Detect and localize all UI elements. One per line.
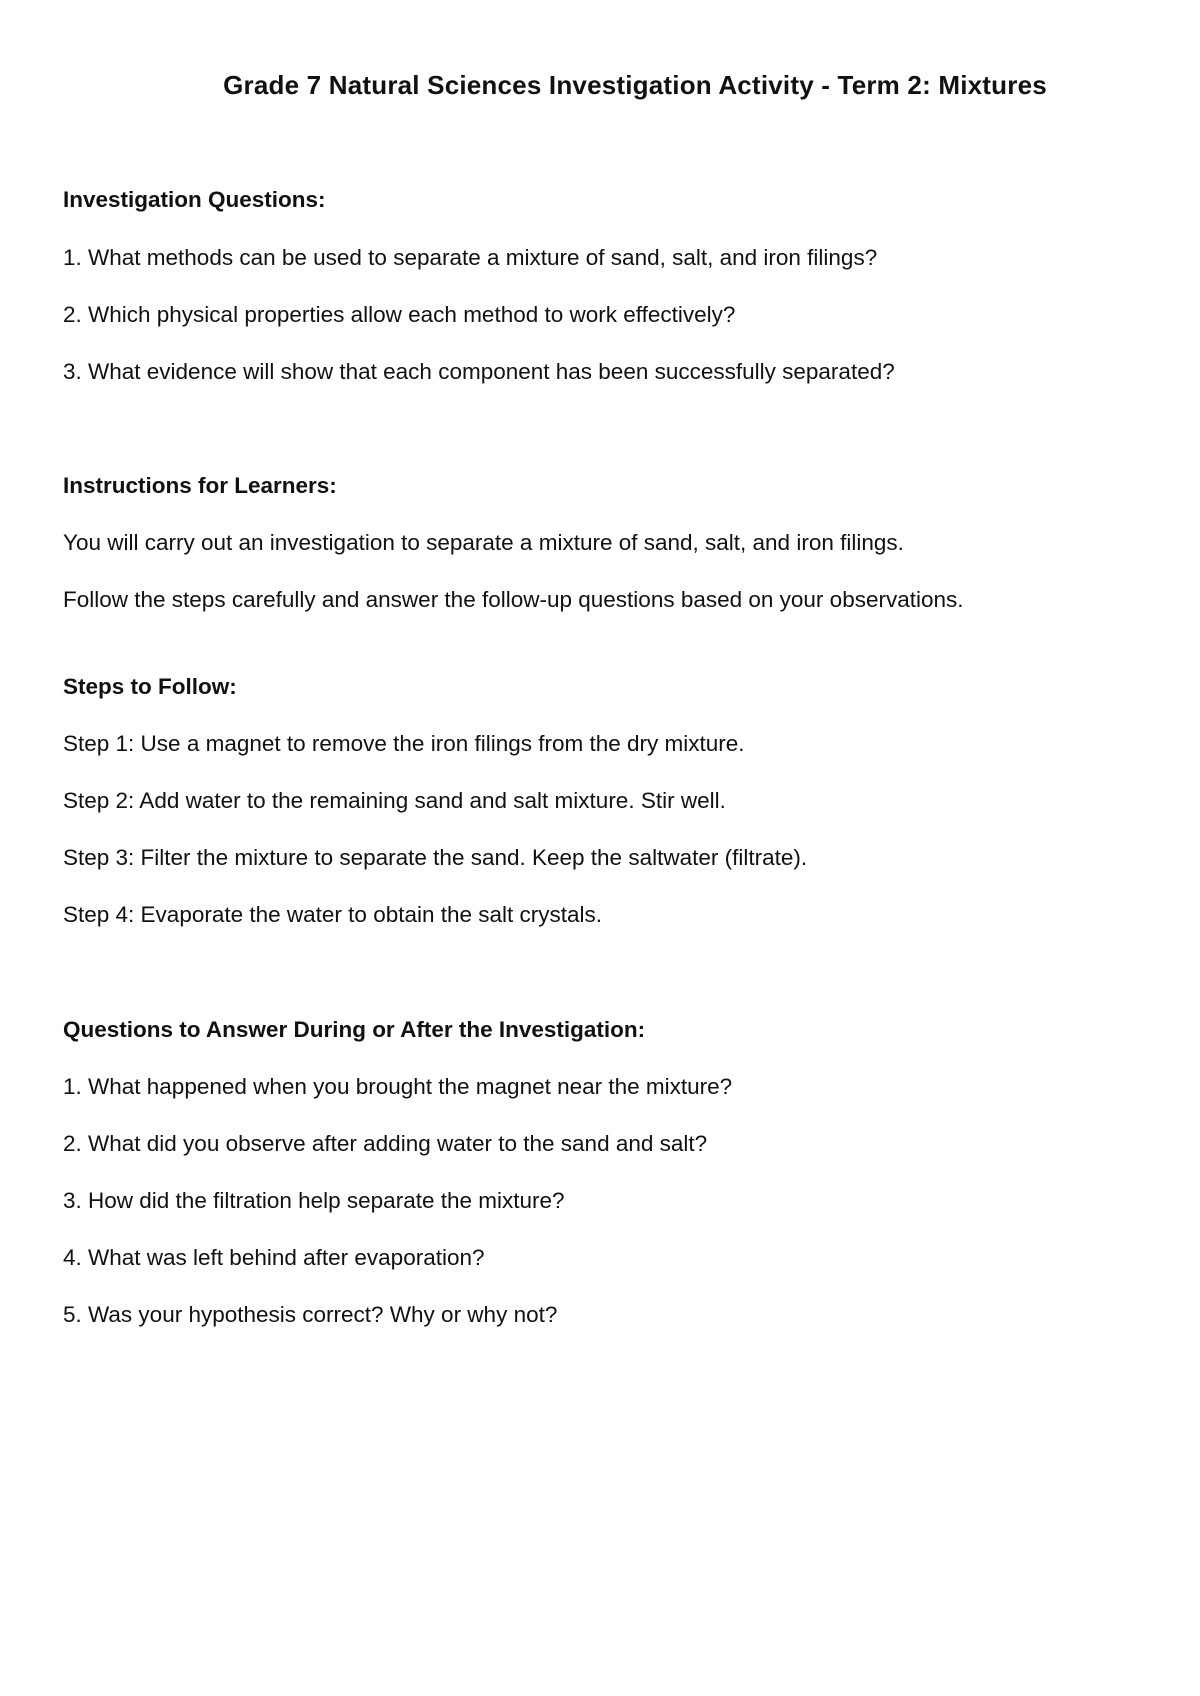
step-item: Step 4: Evaporate the water to obtain the salt crystals. <box>63 902 603 927</box>
investigation-question-item: 1. What methods can be used to separate a mixture of sand, salt, and iron filings? <box>63 245 878 270</box>
investigation-question-item: 2. Which physical properties allow each method to work effectively? <box>63 302 736 327</box>
follow-up-question-item: 5. Was your hypothesis correct? Why or why not? <box>63 1302 558 1327</box>
instructions-paragraph: You will carry out an investigation to separate a mixture of sand, salt, and iron filings. <box>63 530 904 555</box>
investigation-question-item: 3. What evidence will show that each component has been successfully separated? <box>63 359 895 384</box>
follow-up-question-item: 2. What did you observe after adding water to the sand and salt? <box>63 1131 708 1156</box>
instructions-paragraph: Follow the steps carefully and answer the follow-up questions based on your observations. <box>63 587 964 612</box>
follow-up-question-item: 4. What was left behind after evaporation? <box>63 1245 485 1270</box>
step-item: Step 1: Use a magnet to remove the iron filings from the dry mixture. <box>63 731 745 756</box>
follow-up-question-item: 3. How did the filtration help separate the mixture? <box>63 1188 565 1213</box>
questions-to-answer-heading: Questions to Answer During or After the Investigation: <box>63 1017 646 1042</box>
document-title: Grade 7 Natural Sciences Investigation Activity - Term 2: Mixtures <box>223 70 1047 100</box>
follow-up-question-item: 1. What happened when you brought the magnet near the mixture? <box>63 1074 733 1099</box>
steps-heading: Steps to Follow: <box>63 674 237 699</box>
instructions-heading: Instructions for Learners: <box>63 473 337 498</box>
step-item: Step 3: Filter the mixture to separate the sand. Keep the saltwater (filtrate). <box>63 845 808 870</box>
investigation-questions-heading: Investigation Questions: <box>63 187 326 212</box>
step-item: Step 2: Add water to the remaining sand and salt mixture. Stir well. <box>63 788 726 813</box>
